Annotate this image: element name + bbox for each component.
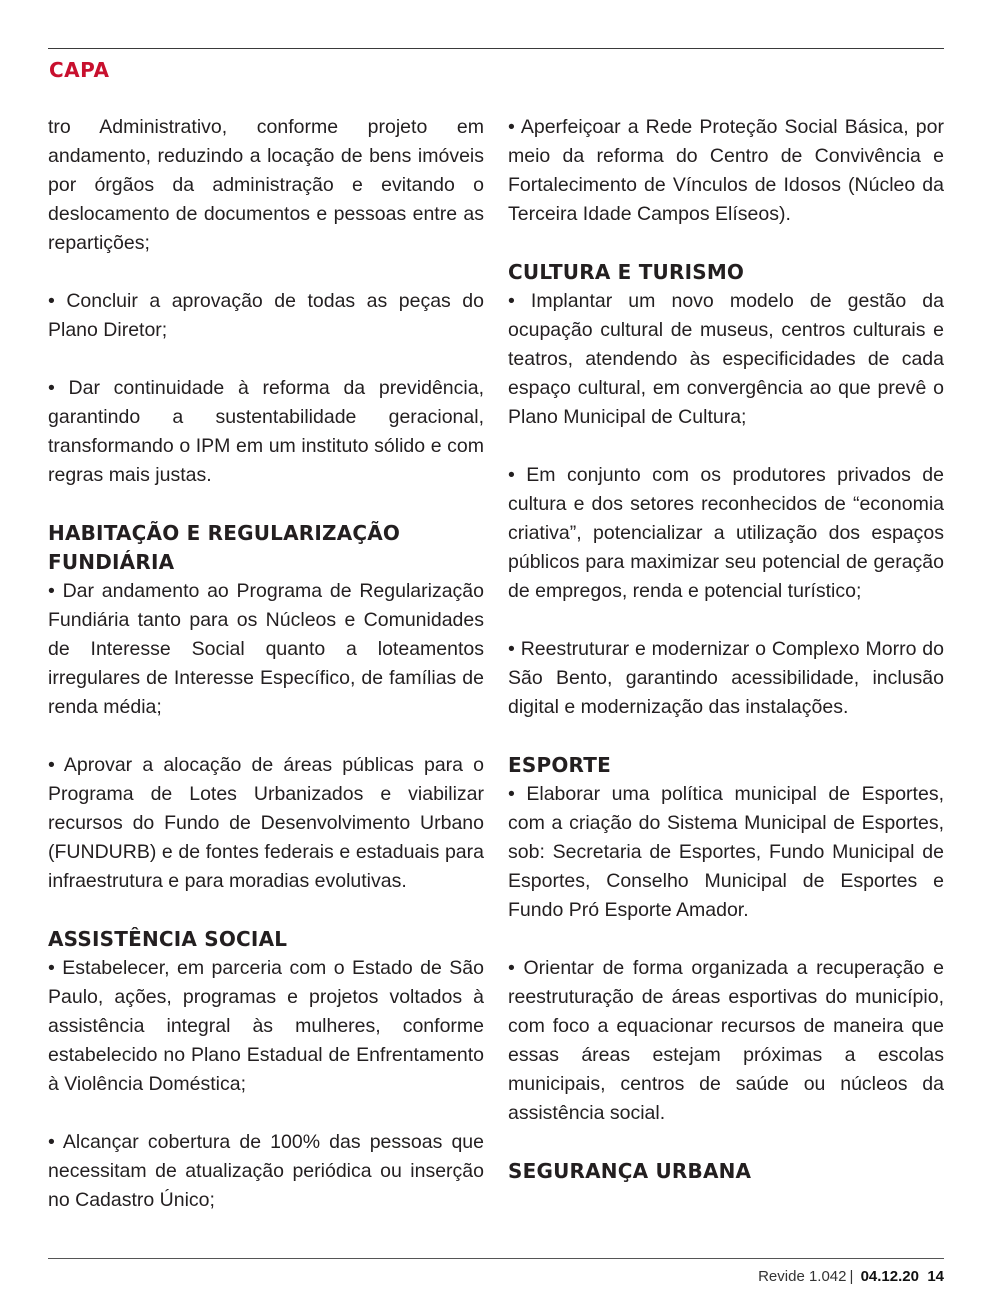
publication-name: Revide 1.042 bbox=[758, 1268, 847, 1285]
body-paragraph: • Aprovar a alocação de áreas públicas para o Programa de Lotes Urbanizados e viabilizar recursos do Fundo de Desenvolvimento Urbano (FUNDURB) e de fontes federais e estaduais para infraestrutura e para moradias evolutivas. bbox=[48, 754, 484, 892]
body-paragraph: • Em conjunto com os produtores privados de cultura e dos setores reconhecidos de “economia criativa”, potencializar a utilização dos espaços públicos para maximizar seu potencial de geração de empregos, renda e potencial turístico; bbox=[508, 464, 944, 602]
top-rule bbox=[48, 48, 944, 49]
body-paragraph: • Orientar de forma organizada a recuperação e reestruturação de áreas esportivas do município, com foco a equacionar recursos de maneira que essas áreas estejam próximas a escolas municipais, centros de saúde ou núcleos da assistência social. bbox=[508, 957, 944, 1124]
page-number: 14 bbox=[927, 1268, 944, 1285]
section-heading: HABITAÇÃO E REGULARIZAÇÃO FUNDIÁRIA bbox=[48, 521, 401, 574]
right-column bbox=[508, 113, 944, 1186]
body-paragraph: • Dar andamento ao Programa de Regularização Fundiária tanto para os Núcleos e Comunidades de Interesse Social quanto a loteamentos irregulares de Interesse Específico, de famílias de renda média; bbox=[48, 580, 484, 718]
body-paragraph: • Concluir a aprovação de todas as peças do Plano Diretor; bbox=[48, 290, 484, 341]
body-paragraph: • Elaborar uma política municipal de Esportes, com a criação do Sistema Municipal de Esportes, sob: Secretaria de Esportes, Fundo Municipal de Esportes, Conselho Municipal de Esportes e Fundo Pró Esporte Amador. bbox=[508, 783, 944, 921]
bottom-rule bbox=[48, 1258, 944, 1259]
issue-date: 04.12.20 bbox=[860, 1268, 919, 1285]
section-heading: ASSISTÊNCIA SOCIAL bbox=[48, 927, 288, 951]
section-label: CAPA bbox=[49, 58, 110, 82]
page-footer bbox=[758, 1268, 944, 1285]
footer-separator: | bbox=[849, 1268, 854, 1285]
body-paragraph: • Alcançar cobertura de 100% das pessoas que necessitam de atualização periódica ou inserção no Cadastro Único; bbox=[48, 1131, 484, 1211]
body-paragraph: • Dar continuidade à reforma da previdência, garantindo a sustentabilidade geracional, transformando o IPM em um instituto sólido e com regras mais justas. bbox=[48, 377, 484, 486]
body-paragraph: • Estabelecer, em parceria com o Estado de São Paulo, ações, programas e projetos voltados à assistência integral às mulheres, conforme estabelecido no Plano Estadual de Enfrentamento à Violência Doméstica; bbox=[48, 957, 484, 1095]
body-paragraph: • Implantar um novo modelo de gestão da ocupação cultural de museus, centros culturais e teatros, atendendo às especificidades de cada espaço cultural, em convergência ao que prevê o Plano Municipal de Cultura; bbox=[508, 290, 944, 428]
left-column bbox=[48, 113, 484, 1244]
body-paragraph: • Reestruturar e modernizar o Complexo Morro do São Bento, garantindo acessibilidade, inclusão digital e modernização das instalações. bbox=[508, 638, 944, 718]
body-paragraph: tro Administrativo, conforme projeto em andamento, reduzindo a locação de bens imóveis por órgãos da administração e evitando o deslocamento de documentos e pessoas entre as repartições; bbox=[48, 116, 484, 254]
body-paragraph: • Aperfeiçoar a Rede Proteção Social Básica, por meio da reforma do Centro de Convivência e Fortalecimento de Vínculos de Idosos (Núcleo da Terceira Idade Campos Elíseos). bbox=[508, 116, 944, 225]
section-heading: SEGURANÇA URBANA bbox=[508, 1159, 752, 1183]
section-heading: CULTURA E TURISMO bbox=[508, 260, 745, 284]
section-heading: ESPORTE bbox=[508, 753, 611, 777]
